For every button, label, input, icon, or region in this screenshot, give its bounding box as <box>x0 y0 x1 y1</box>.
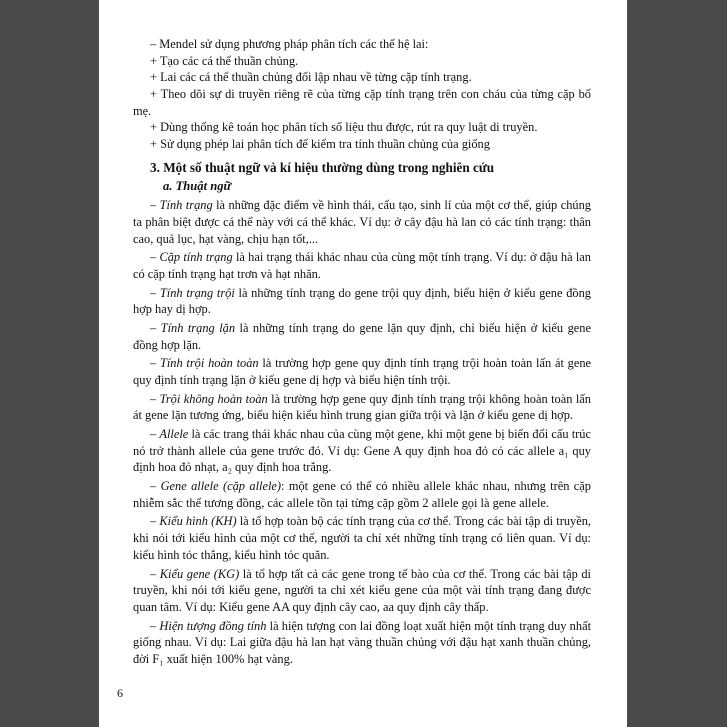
section-heading: 3. Một số thuật ngữ và kí hiệu thường dùng trong nghiên cứu <box>150 159 495 175</box>
definition-term: Kiểu gene (KG) <box>159 566 240 581</box>
bullet-line: – Mendel sử dụng phương pháp phân tích các thế hệ lai: <box>150 37 429 51</box>
definition-item <box>133 285 591 318</box>
definition-body: là các trang thái khác nhau của cùng một gene, khi một gene bị biến đổi cấu trúc nó trở thành allele của gene trước đó. Ví dụ: Gene A quy định hoa đỏ có các allele a₁ quy định hoa đỏ nhạt, a₂ quy định hoa trắng. <box>133 427 591 475</box>
definition-term: Tính trạng <box>159 198 213 213</box>
definition-body: là những đặc điểm về hình thái, cấu tạo, sinh lí của một cơ thể, giúp chúng ta phân biệt được cá thể này với cá thể khác. Ví dụ: ở cây đậu hà lan có các tính trạng: thân cao, quả lục, hạt vàng, chịu hạn tốt,... <box>133 198 591 246</box>
definition-body: là tổ hợp toàn bộ các tính trạng của cơ thể. Trong các bài tập di truyền, khi nói tới kiểu hình của một cơ thể, người ta chỉ xét những tính trạng có liên quan. Ví dụ: kiểu hình tóc thẳng, kiểu hình tóc quăn. <box>133 514 592 562</box>
definition-item <box>133 478 591 511</box>
definition-term: Cặp tính trạng <box>159 250 233 265</box>
definition-item <box>133 320 591 353</box>
definition-term: Hiện tượng đồng tính <box>159 618 267 633</box>
definition-body: là hiện tượng con lai đồng loạt xuất hiện một tính trạng duy nhất giống nhau. Ví dụ: Lai giữa đậu hà lan hạt vàng thuần chủng với đậu hạt xanh thuần chủng, đời F₁ xuất hiện 100% hạt vàng. <box>133 618 592 666</box>
bullet-line: + Tạo các cá thể thuần chủng. <box>150 53 299 68</box>
definition-dash: – <box>150 514 160 529</box>
definition-body: là tổ hợp tất cả các gene trong tế bào của cơ thể. Trong các bài tập di truyền, khi nói tới kiểu gene, người ta chỉ xét kiểu gene của một vài tính trạng đang được quan tâm. Ví dụ: Kiểu gene AA quy định cây cao, aa quy định cây thấp. <box>133 566 592 614</box>
definition-body: là những tính trạng do gene trội quy định, biểu hiện ở kiểu gene đồng hợp hay dị hợp. <box>133 285 591 317</box>
definition-dash: – <box>150 479 161 494</box>
definition-dash: – <box>150 618 160 633</box>
bullet-line: + Lai các cá thể thuần chủng đối lập nhau về từng cặp tính trạng. <box>150 70 472 85</box>
definition-item <box>133 426 591 476</box>
definition-dash: – <box>150 566 160 581</box>
definition-item <box>133 355 591 388</box>
definition-dash: – <box>150 198 160 213</box>
definition-item <box>133 391 591 424</box>
page-number: 6 <box>117 686 123 700</box>
definition-term: Tính trạng lặn <box>160 321 236 336</box>
definition-term: Tính trội hoàn toàn <box>159 356 259 371</box>
definition-item <box>133 618 591 668</box>
section-subheading: a. Thuật ngữ <box>163 179 232 194</box>
definition-body: là trường hợp gene quy định tính trạng trội không hoàn toàn lấn át gene lặn tương ứng, biểu hiện kiểu hình trung gian giữa trội và lặn ở kiểu gene dị hợp. <box>133 391 591 423</box>
definition-body: : một gene có thể có nhiều allele khác nhau, nhưng trên cặp nhiễm sắc thể tương đồng, các allele tồn tại từng cặp gồm 2 allele gọi là gene allele. <box>133 479 592 510</box>
definition-dash: – <box>150 391 160 406</box>
definition-dash: – <box>150 427 160 442</box>
page-content <box>133 36 591 668</box>
definition-body: là những tính trạng do gene lặn quy định, chỉ biểu hiện ở kiểu gene đồng hợp lặn. <box>133 321 591 352</box>
definition-dash: – <box>150 356 160 371</box>
definition-term: Kiểu hình (KH) <box>159 514 237 529</box>
bullet-line: + Theo dõi sự di truyền riêng rẽ của từng cặp tính trạng trên con cháu của từng cặp bố mẹ. <box>133 87 591 118</box>
definition-term: Tính trạng trội <box>159 285 235 300</box>
definition-item <box>133 249 591 282</box>
definition-item <box>133 566 591 616</box>
bullet-line: + Sử dụng phép lai phân tích để kiểm tra tính thuần chủng của giống <box>150 137 490 152</box>
definition-dash: – <box>150 321 161 336</box>
definition-term: Trội không hoàn toàn <box>159 391 268 406</box>
document-page <box>99 0 627 727</box>
definition-body: là hai trạng thái khác nhau của cùng một tính trạng. Ví dụ: ở đậu hà lan có cặp tính trạng hạt trơn và hạt nhăn. <box>133 250 591 282</box>
bullet-line: + Dùng thống kê toán học phân tích số liệu thu được, rút ra quy luật di truyền. <box>150 120 538 135</box>
definition-term: Allele <box>159 427 189 442</box>
definition-dash: – <box>150 250 160 265</box>
definition-item <box>133 197 591 247</box>
definition-dash: – <box>150 285 160 300</box>
definition-body: là trường hợp gene quy định tính trạng trội hoàn toàn lấn át gene quy định tính trạng lặn ở kiểu gene dị hợp và biểu hiện tính trội. <box>133 356 592 388</box>
definition-term: Gene allele (cặp allele) <box>160 479 282 494</box>
definition-item <box>133 513 591 563</box>
